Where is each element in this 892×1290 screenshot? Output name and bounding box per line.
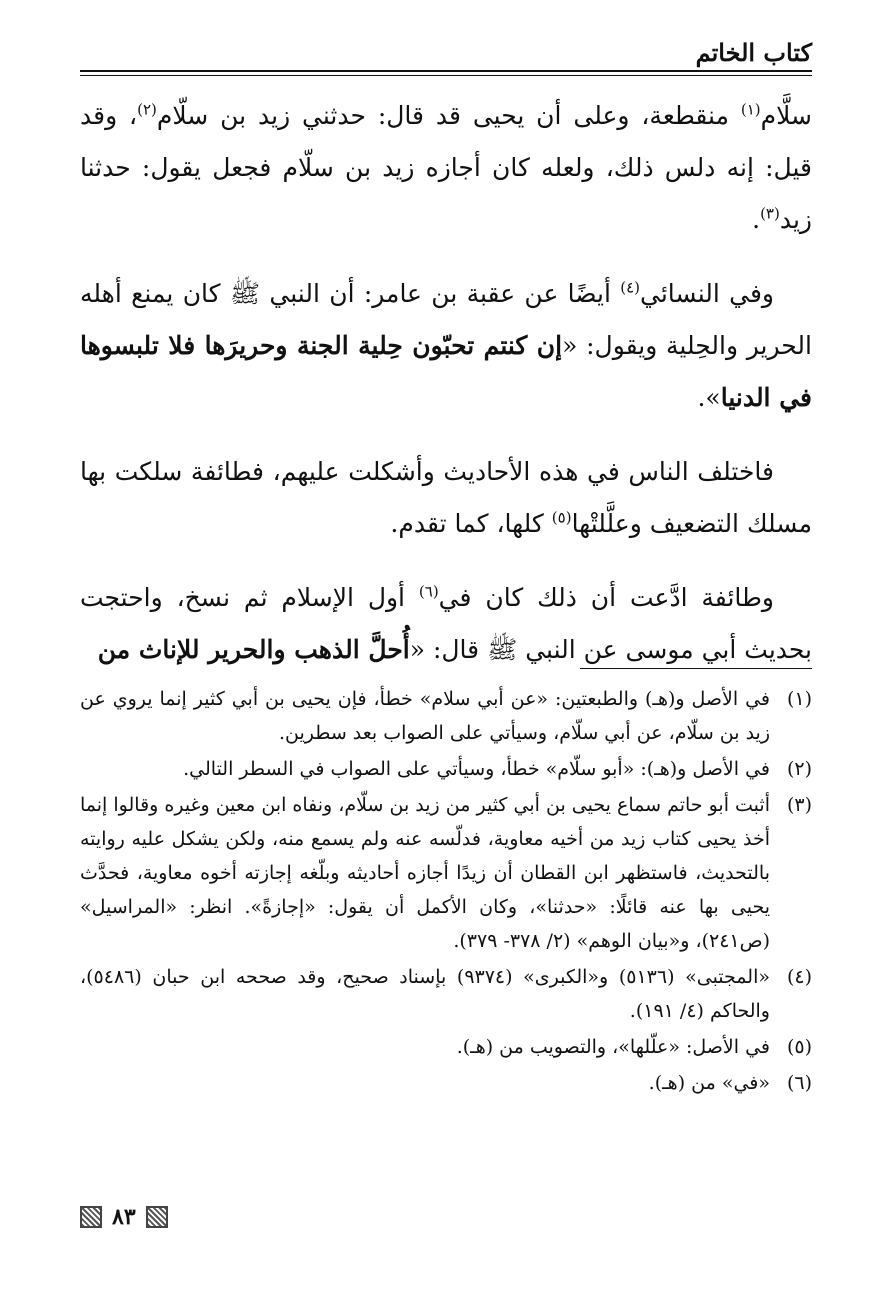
footnote-number: (٥) <box>786 1036 812 1058</box>
footnote-number: (٤) <box>786 966 812 988</box>
footnote <box>80 788 812 958</box>
text-run: أول الإسلام ثم نسخ، واحتجت بحديث أبي موسى عن النبي ﷺ قال: « <box>80 583 812 664</box>
footnote-text: في الأصل و(هـ) والطبعتين: «عن أبي سلام» خطأ، فإن يحيى بن أبي كثير إنما يروي عن زيد بن سلّام، عن أبي سلّام، وسيأتي على الصواب بعد سطرين. <box>80 688 770 744</box>
text-run: ، وقد قيل: إنه دلس ذلك، ولعله كان أجازه زيد بن سلّام فجعل يقول: حدثنا زيد <box>80 101 812 234</box>
footnote-number: (٦) <box>786 1072 812 1094</box>
paragraph <box>80 268 812 424</box>
text-run: . <box>752 205 761 234</box>
running-title: كتاب الخاتم <box>695 38 812 67</box>
ornament-icon <box>146 1206 168 1228</box>
footnote-number: (٣) <box>786 794 812 816</box>
text-run: أيضًا عن عقبة بن عامر: أن النبي ﷺ كان يمنع أهله الحرير والحِلية ويقول: « <box>80 279 812 360</box>
paragraph <box>80 572 812 676</box>
footnote-text: «في» من (هـ). <box>648 1072 770 1094</box>
page-header <box>80 38 812 74</box>
footnote-reference: (٤) <box>620 278 640 297</box>
footnote-number: (١) <box>786 688 812 710</box>
text-run: سلَّام <box>760 101 812 130</box>
footnote <box>80 682 812 750</box>
footnote <box>80 960 812 1028</box>
text-run: كلها، كما تقدم. <box>390 509 552 538</box>
footnote-reference: (٥) <box>551 508 572 527</box>
paragraph <box>80 446 812 550</box>
footnote-text: في الأصل: «علّلها»، والتصويب من (هـ). <box>456 1036 770 1058</box>
footnote-reference: (٢) <box>137 100 157 119</box>
text-run: منقطعة، وعلى أن يحيى قد قال: حدثني زيد بن سلّام <box>156 101 741 130</box>
page-number: ٨٣ <box>112 1204 136 1230</box>
paragraph <box>80 90 812 246</box>
footnote-text: في الأصل و(هـ): «أبو سلّام» خطأ، وسيأتي على الصواب في السطر التالي. <box>183 758 770 780</box>
footnote <box>80 1066 812 1100</box>
footnote-reference: (٦) <box>418 582 439 601</box>
footnote-text: أثبت أبو حاتم سماع يحيى بن أبي كثير من زيد بن سلّام، ونفاه ابن معين وغيره وقالوا إنما أخذ يحيى كتاب زيد من أخيه معاوية، فدلّسه عنه ولم يسمع منه، ولكن يشكل عليه روايته بالتحديث، فاستظهر ابن القطان أن زيدًا أجازه أحاديثه وبلّغه إجازته أخوه معاوية، فحدَّث يحيى بها عنه قائلًا: «حدثنا»، وكان الأكمل أن يقول: «إجازةً». انظر: «المراسيل» (ص٢٤١)، و«بيان الوهم» (٢/ ٣٧٨- ٣٧٩). <box>80 794 770 952</box>
text-run: فاختلف الناس في هذه الأحاديث وأشكلت عليهم، فطائفة سلكت بها مسلك التضعيف وعلَّلتْها <box>80 457 812 538</box>
ornament-icon <box>80 1206 102 1228</box>
footnote-reference: (٣) <box>760 204 780 223</box>
hadith-quote: أُحلَّ الذهب والحرير للإناث من <box>97 635 410 664</box>
footnote <box>80 752 812 786</box>
footnote <box>80 1030 812 1064</box>
footnote-number: (٢) <box>786 758 812 780</box>
footnote-separator <box>580 668 812 669</box>
text-run: وفي النسائي <box>639 279 774 308</box>
hadith-quote: إن كنتم تحبّون حِلية الجنة وحريرَها فلا تلبسوها في الدنيا <box>80 331 812 412</box>
footnote-text: «المجتبى» (٥١٣٦) و«الكبرى» (٩٣٧٤) بإسناد صحيح، وقد صححه ابن حبان (٥٤٨٦)، والحاكم (٤/ ١٩١). <box>80 966 770 1022</box>
header-rule <box>80 70 812 76</box>
footnote-reference: (١) <box>740 100 761 119</box>
page-footer <box>80 1206 168 1228</box>
text-run: ». <box>697 383 721 412</box>
text-run: وطائفة ادَّعت أن ذلك كان في <box>438 583 774 612</box>
footnotes <box>80 682 812 1102</box>
main-text <box>80 90 812 698</box>
